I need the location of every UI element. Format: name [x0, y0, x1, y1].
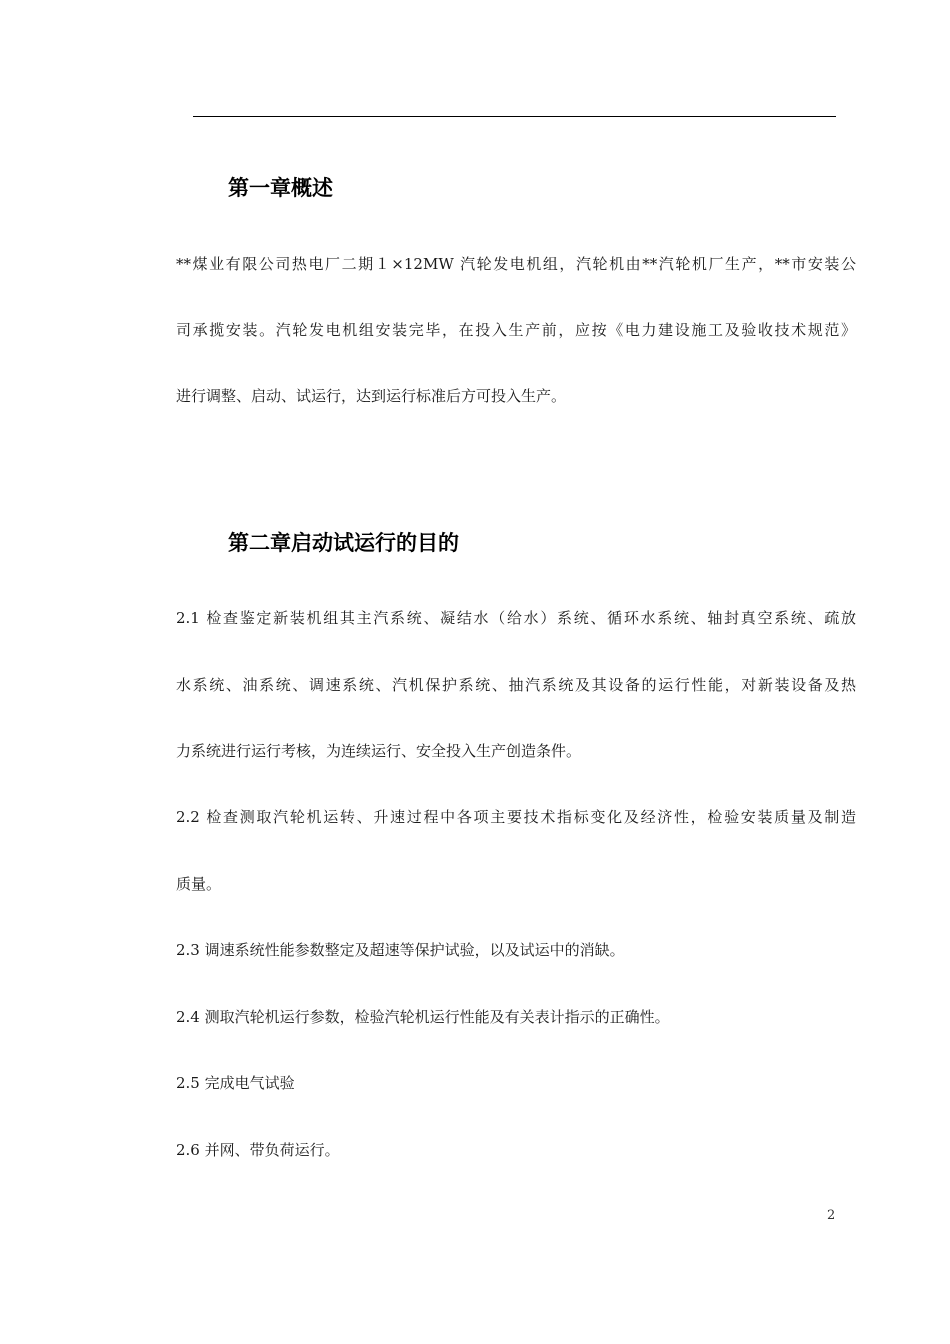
item-2-5: 2.5 完成电气试验 — [176, 1074, 295, 1092]
item-2-1-line: 水系统、油系统、调速系统、汽机保护系统、抽汽系统及其设备的运行性能，对新装设备及热 — [176, 676, 856, 694]
item-2-2-line: 质量。 — [176, 875, 222, 893]
item-2-3: 2.3 调速系统性能参数整定及超速等保护试验，以及试运中的消缺。 — [176, 941, 625, 959]
item-2-4: 2.4 测取汽轮机运行参数，检验汽轮机运行性能及有关表计指示的正确性。 — [176, 1008, 670, 1026]
chapter-2-title: 第二章启动试运行的目的 — [228, 531, 459, 555]
item-2-1-line: 力系统进行运行考核，为连续运行、安全投入生产创造条件。 — [176, 742, 582, 760]
chapter-1-title: 第一章概述 — [228, 176, 333, 200]
item-2-2-line: 2.2 检查测取汽轮机运转、升速过程中各项主要技术指标变化及经济性，检验安装质量及制造 — [176, 808, 856, 826]
chapter-1-paragraph-line: 进行调整、启动、试运行，达到运行标准后方可投入生产。 — [176, 387, 567, 405]
header-rule — [193, 116, 836, 117]
chapter-1-paragraph-line: 司承揽安装。汽轮发电机组安装完毕，在投入生产前，应按《电力建设施工及验收技术规范》 — [176, 321, 856, 339]
page-number: 2 — [827, 1208, 836, 1223]
item-2-1-line: 2.1 检查鉴定新装机组其主汽系统、凝结水（给水）系统、循环水系统、轴封真空系统、疏放 — [176, 609, 856, 627]
item-2-6: 2.6 并网、带负荷运行。 — [176, 1141, 340, 1159]
chapter-1-paragraph-line: **煤业有限公司热电厂二期１×12MW 汽轮发电机组，汽轮机由**汽轮机厂生产，**市安装公 — [176, 255, 856, 273]
